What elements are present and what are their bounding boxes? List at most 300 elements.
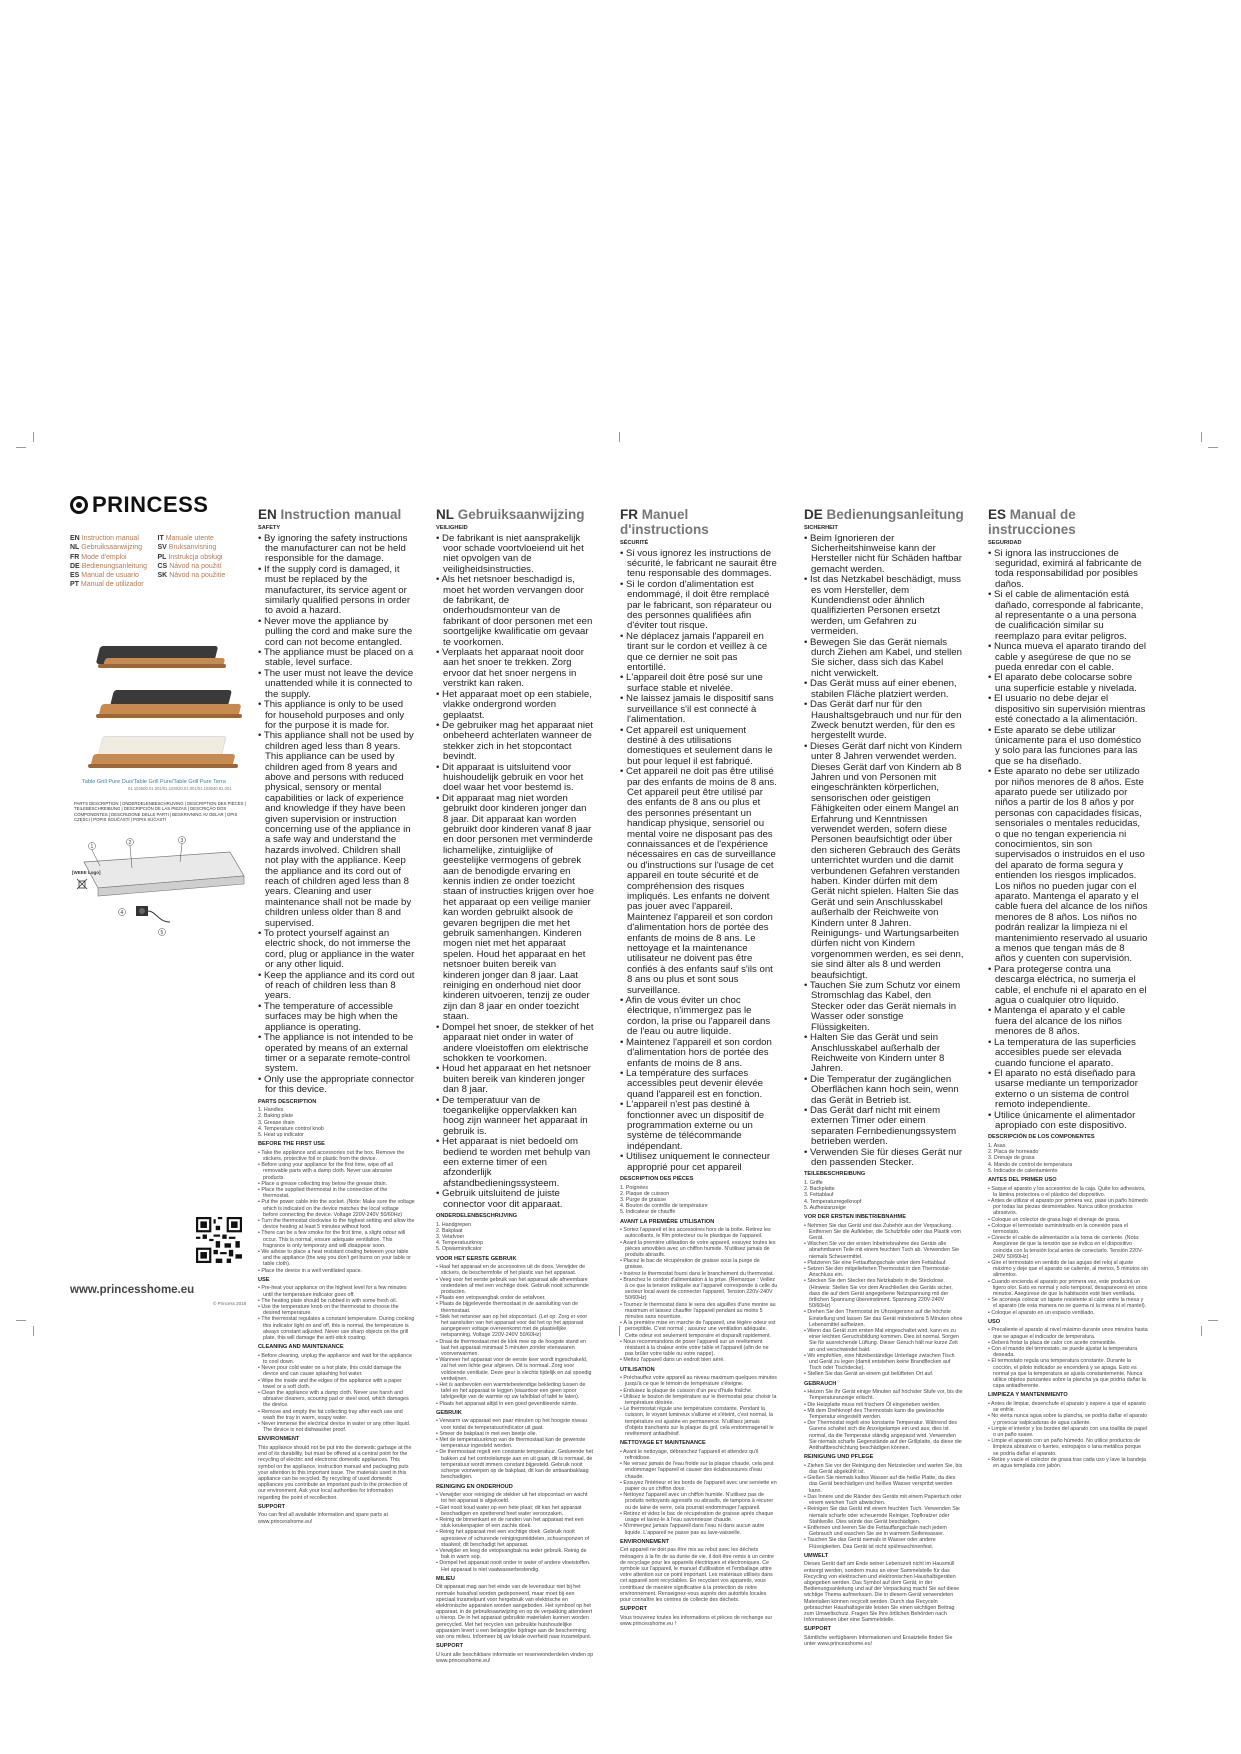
website-url[interactable]: www.princesshome.eu (70, 1284, 195, 1296)
list-item: • Nettoyez l'appareil avec un chiffon humide. N'utilisez pas de produits nettoyants agressifs ou abrasifs, de tampons à récurer ou de laine de verre, cela pourrait endommager l'appareil. (620, 1492, 778, 1511)
list-item: 4. Temperature control knob (258, 1125, 324, 1132)
language-item: ES Manual de usuario (70, 572, 139, 580)
list-item: • Verwenden Sie für dieses Gerät nur den passenden Stecker. (804, 1148, 964, 1169)
list-item: • Verwarm uw apparaat een paar minuten op het hoogste niveau voor totdat de temperatuurindicator uit gaat. (436, 1418, 594, 1430)
list-item: • N'immergez jamais l'appareil dans l'eau ni dans aucun autre liquide. L'appareil ne passe pas au lave-vaisselle. (620, 1523, 778, 1535)
list-item: • Heizen Sie Ihr Gerät einige Minuten auf höchster Stufe vor, bis die Temperaturanzeige erlischt. (804, 1389, 964, 1401)
list-item: • Antes de utilizar el aparato por primera vez, pase un paño húmedo por todas las piezas desmontables. Nunca utilice productos abrasivos. (988, 1198, 1148, 1217)
list-item: • Gire el termostato en sentido de las agujas del reloj al ajuste máximo y deje que el aparato se caliente, al menos, 5 minutos sin alimentos. (988, 1260, 1148, 1279)
safety-list (620, 549, 778, 1173)
crop-mark (1208, 1320, 1218, 1321)
list-item: • Si le cordon d'alimentation est endommagé, il doit être remplacé par le fabricant, son réparateur ou des personnes qualifiées afin d'éviter tout risque. (620, 580, 778, 632)
list-item: • Houd het apparaat en het netsnoer buiten bereik van kinderen jonger dan 8 jaar. (436, 1064, 594, 1095)
before-list (620, 1227, 778, 1363)
language-item: NL Gebruiksaanwijzing (70, 544, 142, 552)
use-list (436, 1418, 594, 1480)
heading-use: GEBRUIK (436, 1409, 462, 1416)
paragraph: Sämtliche verfügbaren Informationen und Ersatzteile finden Sie unter www.princesshome.eu! (804, 1634, 953, 1648)
list-item: • Wir empfehlen, eine hitzebeständige Unterlage zwischen Tisch und Gerät zu legen (damit entstehen keine Brandflecken auf Tisch oder Tischdecke). (804, 1353, 964, 1372)
cleaning-list (258, 1353, 415, 1434)
list-item: • Deberá frotar la placa de calor con aceite comestible. (988, 1340, 1148, 1346)
weee-logo-label: [WEEE Logo] (72, 870, 101, 875)
list-item: • Het apparaat moet op een stabiele, vlakke ondergrond worden geplaatst. (436, 690, 594, 721)
list-item: • Maintenez l'appareil et son cordon d'alimentation hors de portée des enfants de moins de 8 ans. (620, 1038, 778, 1069)
list-item: • Dompel het snoer, de stekker of het apparaat niet onder in water of andere vloeistoffen om elektrische schokken te voorkomen. (436, 1023, 594, 1065)
support-text (258, 1512, 415, 1524)
heading-use: USE (258, 1276, 270, 1283)
list-item: • Dit apparaat is uitsluitend voor huishoudelijk gebruik en voor het doel waar het voor bestemd is. (436, 763, 594, 794)
diagram-label: 5 (160, 930, 164, 936)
crop-mark (1201, 1326, 1202, 1336)
support-text (620, 1615, 778, 1627)
list-item: • Das Gerät darf nicht mit einem externen Timer oder einem separaten Fernbedienungssystem betrieben werden. (804, 1106, 964, 1148)
list-item: • Met de temperatuurknop van de thermostaat kan de gewenste temperatuur ingesteld worden. (436, 1437, 594, 1449)
cleaning-list (988, 1401, 1148, 1469)
language-item: PL Instrukcja obsługi (157, 553, 223, 561)
paragraph: U kunt alle beschikbare informatie en reserveonderdelen vinden op www.princesshome.eu! (436, 1651, 594, 1664)
list-item: • Dit apparaat mag niet worden gebruikt door kinderen jonger dan 8 jaar. Dit apparaat kan worden gebruikt door kinderen vanaf 8 jaar en door personen met verminderde lichamelijke, zintuiglijke of geestelijke vermogens of gebrek aan de benodigde ervaring en kennis indien ze onder toezicht staan of instructies krijgen over hoe het apparaat op een veilige manier kan worden gebruikt alsook de gevaren begrijpen die met het gebruik samenhangen. Kinderen mogen niet met het apparaat spelen. Houd het apparaat en het netsnoer buiten bereik van kinderen jonger dan 8 jaar. Laat reiniging en onderhoud niet door kinderen uitvoeren, tenzij ze ouder zijn dan 8 jaar en onder toezicht staan. (436, 794, 594, 1023)
list-item: • Halten Sie das Gerät und sein Anschlusskabel außerhalb der Reichweite von Kindern unter 8 Jahren. (804, 1033, 964, 1075)
list-item: • El aparato no está diseñado para usarse mediante un temporizador externo o un sistema de control remoto independiente. (988, 1069, 1148, 1111)
use-list (988, 1327, 1148, 1389)
heading-support: SUPPORT (436, 1643, 464, 1650)
list-item: • Este aparato no debe ser utilizado por niños menores de 8 años. Este aparato puede ser utilizado por niños a partir de los 8 años y por personas con capacidades físicas, sensoriales o mentales reducidas, o que no tengan experiencia ni conocimientos, sin son supervisados o instruidos en el uso del aparato de forma segura y entienden los riesgos implicados. Los niños no pueden jugar con el aparato. Mantenga el aparato y el cable fuera del alcance de los niños menores de 8 años. Los niños no podrán realizar la limpieza ni el mantenimiento reservado al usuario a menos que tengan más de 8 años y cuenten con supervisión. (988, 767, 1148, 965)
parts-list (436, 1222, 594, 1253)
paragraph: You can find all available information and spare parts at www.princesshome.eu! (258, 1512, 388, 1525)
list-item: • Nous recommandons de poser l'appareil sur un revêtement résistant à la chaleur entre votre table et l'appareil (afin de ne pas brûler votre table ou votre nappe). (620, 1339, 778, 1358)
list-item: • Este aparato se debe utilizar únicamente para el uso doméstico y solo para las funciones para las que se ha diseñado. (988, 726, 1148, 768)
list-item: • Precaliente el aparato al nivel máximo durante unos minutos hasta que se apague el indicador de temperatura. (988, 1327, 1148, 1339)
list-item: • Giet nooit koud water op een hete plaat; dit kan het apparaat beschadigen en spetterend heet water veroorzaken. (436, 1505, 594, 1517)
list-item: • This appliance is only to be used for household purposes and only for the purpose it is made for. (258, 700, 415, 731)
list-item: • Wenn das Gerät zum ersten Mal eingeschaltet wird, kann es zu einer leichten Geruchsbildung kommen. Dies ist normal. Sorgen Sie für ausreichende Lüftung. Dieser Geruch hält nur kurze Zeit an und verschwindet bald. (804, 1328, 964, 1353)
list-item: 5. Aufheizanzeige (804, 1204, 846, 1211)
list-item: • Before using your appliance for the first time, wipe off all removable parts with a damp cloth. Never use abrasive products. (258, 1162, 415, 1181)
crop-mark (16, 447, 26, 448)
princess-logo-icon (70, 496, 88, 514)
list-item: • Limpie el aparato con un paño húmedo. No utilice productos de limpieza abrasivos o fuertes, estropajos o lana metálica porque se podría dañar el aparato. (988, 1438, 1148, 1457)
paragraph: Dit apparaat mag aan het einde van de levensduur niet bij het normale huisafval worden gedeponeerd, maar moet bij een speciaal inzamelpunt voor hergebruik van elektrische en elektronische apparaten worden aangeboden. Het symbool op het apparaat, in de gebruiksaanwijzing en op de verpakking attendeert u hierop. De in het apparaat gebruikte materialen kunnen worden gerecycled. Met het recyclen van gebruikte huishoudelijke apparaten levert u een belangrijke bijdrage aan de bescherming van ons milieu. Informeer bij uw lokale overheid naar inzamelpunt. (436, 1584, 593, 1640)
list-item: 4. Bouton de contrôle de température (620, 1203, 708, 1210)
list-item: • Tournez le thermostat dans le sens des aiguilles d'une montre au maximum et laissez chauffer l'appareil pendant au moins 5 minutes sans nourriture. (620, 1302, 778, 1321)
section-es (988, 505, 1148, 1470)
section-title: EN Instruction manual (258, 507, 402, 522)
heading-before-first-use: VOR DER ERSTEN INBETRIEBNAHME (804, 1213, 906, 1220)
list-item: 4. Temperaturregelknopf (804, 1198, 862, 1205)
list-item: • Verwijder en leeg de vetopvangbak na ieder gebruik. Reinig de bak in warm sop. (436, 1548, 594, 1560)
list-item: 1. Poignées (620, 1184, 648, 1191)
list-item: • Take the appliance and accessories out the box. Remove the stickers, protective foil or plastic from the device. (258, 1150, 415, 1162)
section-title: DE Bedienungsanleitung (804, 507, 964, 522)
list-item: • El usuario no debe dejar el dispositivo sin supervisión mientras esté conectado a la alimentación. (988, 694, 1148, 725)
list-item: 2. Plaque de cuisson (620, 1190, 670, 1197)
language-item: SV Bruksanvisning (157, 544, 217, 552)
list-item: • Coloque el termostato suministrado en la conexión para el termostato. (988, 1223, 1148, 1235)
list-item: 3. Vetafvoer (436, 1234, 465, 1240)
crop-mark (16, 1320, 26, 1321)
list-item: • Das Gerät muss auf einer ebenen, stabilen Fläche platziert werden. (804, 679, 964, 700)
crop-mark (33, 432, 34, 442)
list-item: • The appliance must be placed on a stable, level surface. (258, 648, 415, 669)
list-item: • La temperatura de las superficies accesibles puede ser elevada cuando funcione el aparato. (988, 1038, 1148, 1069)
list-item: • Ist das Netzkabel beschädigt, muss es vom Hersteller, dem Kundendienst oder ähnlich qualifizierten Personen ersetzt werden, um Gefahren zu vermeiden. (804, 575, 964, 637)
list-item: • Essuyez l'intérieur et les bords de l'appareil avec une serviette en papier ou un chiffon doux. (620, 1480, 778, 1492)
list-item: • Clean the appliance with a damp cloth. Never use harsh and abrasive cleaners, scouring pad or steel wool, which damages the device. (258, 1390, 415, 1409)
list-item: • Cet appareil ne doit pas être utilisé par des enfants de moins de 8 ans. Cet appareil peut être utilisé par des enfants de 8 ans ou plus et des personnes présentant un handicap physique, sensoriel ou mental voire ne disposant pas des connaissances et de l'expérience nécessaires en cas de surveillance ou d'instructions sur l'usage de cet appareil en toute sécurité et de compréhension des risques impliqués. Les enfants ne doivent pas jouer avec l'appareil. Maintenez l'appareil et son cordon d'alimentation hors de portée des enfants de moins de 8 ans. Le nettoyage et la maintenance utilisateur ne doivent pas être confiés à des enfants sauf s'ils ont 8 ans ou plus et sont sous surveillance. (620, 767, 778, 996)
product-title: Table Grill Pure Duo/Table Grill Pure/Table Grill Pure Terra (82, 779, 226, 785)
section-title: NL Gebruiksaanwijzing (436, 507, 585, 522)
list-item: • Place the supplied thermostat in the connection of the thermostat. (258, 1187, 415, 1199)
list-item: • Plaats het apparaat altijd in een goed geventileerde ruimte. (436, 1401, 594, 1407)
list-item: • Se aconseja colocar un tapete resistente al calor entre la mesa y el aparato (de esta manera no se quema ni la mesa ni el mantel). (988, 1297, 1148, 1309)
safety-list (988, 549, 1148, 1132)
heading-use: UTILISATION (620, 1366, 655, 1373)
diagram-label: 3 (180, 838, 184, 844)
heading-cleaning: CLEANING AND MAINTENANCE (258, 1344, 344, 1351)
list-item: • Never move the appliance by pulling the cord and make sure the cord can not become entangled. (258, 617, 415, 648)
list-item: 3. Grease drain (258, 1119, 295, 1126)
heading-before-first-use: BEFORE THE FIRST USE (258, 1141, 325, 1148)
list-item: • Die Heizplatte muss mit frischem Öl eingerieben werden. (804, 1402, 964, 1408)
list-item: • Das Innere und die Ränder des Geräts mit einem Papiertuch oder einem weichen Tuch abwischen. (804, 1494, 964, 1506)
list-item: • Avant le nettoyage, débranchez l'appareil et attendez qu'il refroidisse. (620, 1449, 778, 1461)
list-item: • Het apparaat is niet bedoeld om bediend te worden met behulp van een externe timer of een afzonderlijk afstandbedieningssysteem. (436, 1137, 594, 1189)
list-item: • Coloque el aparato en un espacio ventilado. (988, 1310, 1148, 1316)
list-item: • Stek het netsnoer aan op het stopcontact. (Let op: Zorg er voor het aansluiten van het apparaat voor dat het op het apparaat aangegeven voltage overeenkomt met de plaatselijke netspanning. Voltage 220V-240V 50/60Hz) (436, 1314, 594, 1339)
heading-safety: SICHERHEIT (804, 525, 838, 531)
parts-diagram (70, 832, 245, 942)
list-item: • Use the temperature knob on the thermostat to choose the desired temperature. (258, 1304, 415, 1316)
heading-safety: SEGURIDAD (988, 540, 1022, 546)
product-codes: 01.102500.01.001/01.103020.01.001/01.103040.01.001 (128, 786, 232, 791)
list-item: 3. Drenaje de grasa (988, 1155, 1035, 1162)
heading-support: SUPPORT (258, 1503, 286, 1510)
language-row (70, 534, 245, 543)
list-item: • Draai de thermostaat met de klok mee op de hoogste stand en laat het apparaat minimaal 5 minuten zonder etenswaren voorverwarmen. (436, 1339, 594, 1358)
list-item: • Mantenga el aparato y el cable fuera del alcance de los niños menores de 8 años. (988, 1006, 1148, 1037)
list-item: • Setzen Sie den mitgelieferten Thermostat in den Thermostat-Anschluss ein. (804, 1266, 964, 1278)
list-item: • The temperature of accessible surfaces may be high when the appliance is operating. (258, 1002, 415, 1033)
list-item: • Wischen Sie vor der ersten Inbetriebnahme des Geräts alle abnehmbaren Teile mit einem feuchten Tuch ab. Verwenden Sie niemals Scheuermittel. (804, 1241, 964, 1260)
list-item: • Plaats de bijgeleverde thermostaat in de aansluiting van de thermostaat. (436, 1301, 594, 1313)
list-item: 5. Opwarmindicator (436, 1246, 482, 1253)
crop-mark (33, 1326, 34, 1336)
before-list (436, 1264, 594, 1407)
list-item: • Only use the appropriate connector for this device. (258, 1075, 415, 1096)
list-item: • Verwijder voor reiniging de stekker uit het stopcontact en wacht tot het apparaat is afgekoeld. (436, 1492, 594, 1504)
heading-before-first-use: AVANT LA PREMIÈRE UTILISATION (620, 1218, 715, 1225)
list-item: • Nehmen Sie das Gerät und das Zubehör aus der Verpackung. Entfernen Sie die Aufkleber, die Schutzfolie oder das Plastik vom Gerät. (804, 1223, 964, 1242)
heading-environment: MILIEU (436, 1575, 455, 1582)
qr-code-icon (196, 1217, 242, 1263)
list-item: • Avant la première utilisation de votre appareil, essuyez toutes les pièces amovibles avec un chiffon humide. N'utilisez jamais de produits abrasifs. (620, 1240, 778, 1259)
list-item: • Con el mando del termostato, se puede ajustar la temperatura deseada. (988, 1346, 1148, 1358)
paragraph: Vous trouverez toutes les informations et pièces de rechange sur www.princesshome.eu ! (620, 1614, 773, 1627)
list-item: • Reinig de binnenkant en de randen van het apparaat met een stuk keukenpapier of een zachte doek. (436, 1517, 594, 1529)
environment-text (436, 1584, 594, 1640)
list-item: • Reinigen Sie das Gerät mit einem feuchten Tuch. Verwenden Sie niemals scharfe oder scheuernde Reiniger, Topfkratzer oder Stahlwolle. Dies würde das Gerät beschädigen. (804, 1506, 964, 1525)
list-item: • Het is aanbevolen een warmtebestendige bekleding tussen de tafel en het apparaat te leggen (waardoor een geen spoor tafelgeeltje van de warmte op uw tafelblad of tafel te laten). (436, 1382, 594, 1401)
list-item: • Als het netsnoer beschadigd is, moet het worden vervangen door de fabrikant, de onderhoudsmonteur van de fabrikant of door personen met een soortgelijke kwalificatie om gevaar te voorkomen. (436, 575, 594, 648)
list-item: 2. Bakplaat (436, 1227, 463, 1234)
list-item: • Utilisez le bouton de température sur le thermostat pour choisir la température désirée. (620, 1394, 778, 1406)
language-row (70, 553, 245, 562)
list-item: • There can be a few smoke for the first time, a slight odour will occur. This is normal, ensure adequate ventilation. This fragrance is only temporary and will disappear soon. (258, 1230, 415, 1249)
safety-list (436, 534, 594, 1210)
cleaning-list (436, 1492, 594, 1573)
language-row (70, 562, 245, 571)
list-item: • Enduisez la plaque de cuisson d'un peu d'huile fraîche. (620, 1388, 778, 1394)
language-item: FR Mode d'emploi (70, 553, 127, 561)
crop-mark (1201, 432, 1202, 442)
list-item: • Para protegerse contra una descarga eléctrica, no sumerja el cable, el enchufe ni el aparato en el agua o cualquier otro líquido. (988, 965, 1148, 1007)
heading-environment: ENVIRONMENT (258, 1436, 300, 1443)
list-item: • Ne déplacez jamais l'appareil en tirant sur le cordon et veillez à ce que ce dernier ne soit pas entortillé. (620, 632, 778, 674)
heading-parts: DESCRIPCIÓN DE LOS COMPONENTES (988, 1134, 1095, 1141)
list-item: • The appliance is not intended to be operated by means of an external timer or a separate remote-control system. (258, 1033, 415, 1075)
list-item: • Veeg voor het eerste gebruik van het apparaat alle afneembare onderdelen af met een vochtige doek. Gebruik nooit schurende producten. (436, 1277, 594, 1296)
list-item: • Cet appareil est uniquement destiné à des utilisations domestiques et seulement dans le but pour lequel il est fabriqué. (620, 726, 778, 768)
paragraph: Cet appareil ne doit pas être mis au rebut avec les déchets ménagers à la fin de sa durée de vie, il doit être remis à un centre de recyclage pour les appareils électriques et électroniques. Ce symbole sur l'appareil, le manuel d'utilisation et l'emballage attire votre attention sur ce point important. Les matériaux utilisés dans cet appareil sont recyclables. En recyclant vos appareils, vous contribuez de manière significative à la protection de notre environnement. Renseignez-vous auprès des autorités locales pour connaître les centres de collecte des déchets. (620, 1547, 774, 1603)
list-item: • Conecte el cable de alimentación a la toma de corriente. (Nota: Asegúrese de que la tensión que se indica en el dispositivo coincida con la tensión local antes de conectarlo. Tensión 220V-240V 50/60Hz) (988, 1235, 1148, 1260)
list-item: • Dompel het apparaat nooit onder in water of andere vloeistoffen. Het apparaat is niet vaatwasserbestendig. (436, 1560, 594, 1572)
list-item: • Beim Ignorieren der Sicherheitshinweise kann der Hersteller nicht für Schäden haftbar gemacht werden. (804, 534, 964, 576)
crop-mark (1208, 447, 1218, 448)
list-item: • De temperatuur van de toegankelijke oppervlakken kan hoog zijn wanneer het apparaat in gebruik is. (436, 1096, 594, 1138)
list-item: 2. Placa de horneado (988, 1149, 1039, 1156)
list-item: • No vierta nunca agua sobre la plancha, se podría dañar el aparato y provocar salpicaduras de agua caliente. (988, 1413, 1148, 1425)
parts-description-title: PARTS DESCRIPTION | ONDERDELENBESCHRIJVING | DESCRIPTION DES PIÈCES | TEILEBESCHREIBUNG | DESCRIPCIÓN DE LAS PIEZAS | DESCRIÇÃO DOS COMPONENTES | DESCRIZIONE DELLE PARTI | BESKRIVNING AV DELAR | OPIS CZĘŚCI | POPIS SOUČÁSTÍ | POPIS SÚČASTÍ (74, 801, 246, 822)
list-item: • El aparato debe colocarse sobre una superficie estable y nivelada. (988, 673, 1148, 694)
safety-list (258, 534, 415, 1096)
list-item: • We advise to place a heat resistant coating between your table and the appliance (the way you don't get burns on your table or table cloth). (258, 1249, 415, 1268)
environment-text (258, 1445, 415, 1501)
support-text (436, 1652, 594, 1664)
list-item: • Remove and empty the fat collecting tray after each use and wash the tray in warm, soapy water. (258, 1409, 415, 1421)
list-item: 4. Temperatuurknop (436, 1240, 484, 1247)
before-list (258, 1150, 415, 1274)
section-en (258, 505, 415, 1525)
heading-parts: PARTS DESCRIPTION (258, 1098, 317, 1105)
list-item: 5. Indicador de calentamiento (988, 1167, 1058, 1174)
section-fr (620, 505, 778, 1627)
list-item: • Bewegen Sie das Gerät niemals durch Ziehen am Kabel, und stellen Sie sicher, dass sich das Kabel nicht verwickelt. (804, 638, 964, 680)
section-de (804, 505, 964, 1648)
list-item: • Placez le bac de récupération de graisse sous la purge de graisse. (620, 1258, 778, 1270)
list-item: • If the supply cord is damaged, it must be replaced by the manufacturer, its service agent or similarly qualified persons in order to avoid a hazard. (258, 565, 415, 617)
list-item: • L'appareil n'est pas destiné à fonctionner avec un dispositif de programmation externe ou un système de télécommande indépendant. (620, 1100, 778, 1152)
section-nl (436, 505, 594, 1664)
list-item: 1. Asas (988, 1142, 1006, 1149)
list-item: • Stecken Sie den Stecker des Netzkabels in die Steckdose. (Hinweis: Stellen Sie vor dem Anschließen des Geräts sicher, dass die auf dem Gerät angegebene Netzspannung mit der örtlichen Spannung übereinstimmt. Spannung 220V-240V 50/60Hz) (804, 1278, 964, 1309)
list-item: • Gießen Sie niemals kaltes Wasser auf die heiße Platte, da dies das Gerät beschädigen und heißes Wasser verspritzt werden kann. (804, 1475, 964, 1494)
heading-before-first-use: VOOR HET EERSTE GEBRUIK (436, 1255, 517, 1262)
list-item: • Limpie el interior y los bordes del aparato con una toallita de papel o un paño suave. (988, 1426, 1148, 1438)
language-item: DE Bedienungsanleitung (70, 562, 148, 570)
list-item: • Never immerse the electrical device in water or any other liquid. The device is not dishwasher proof. (258, 1421, 415, 1433)
cleaning-list (620, 1449, 778, 1536)
language-item: EN Instruction manual (70, 535, 139, 542)
list-item: • Never pour cold water on a hot plate, this could damage the device and can cause splashing hot water. (258, 1365, 415, 1377)
list-item: • Retire y vacíe el colector de grasa tras cada uso y lave la bandeja en agua templada con jabón. (988, 1457, 1148, 1469)
support-text (804, 1635, 964, 1647)
parts-list (258, 1107, 415, 1138)
list-item: • La température des surfaces accessibles peut devenir élevée quand l'appareil est en fonction. (620, 1069, 778, 1100)
fold-mark (619, 432, 620, 442)
use-list (804, 1389, 964, 1451)
before-list (804, 1223, 964, 1378)
heading-safety: VEILIGHEID (436, 525, 468, 531)
list-item: • Branchez le cordon d'alimentation à la prise. (Remarque : Veillez à ce que la tension indiquée sur l'appareil corresponde à celle du secteur local avant de connecter l'appareil. Tension 220V-240V 50/60Hz) (620, 1277, 778, 1302)
list-item: • Wipe the inside and the edges of the appliance with a paper towel or a soft cloth. (258, 1378, 415, 1390)
list-item: • Put the power cable into the socket. (Note: Make sure the voltage which is indicated on the device matches the local voltage before connecting the device. Voltage 220V-240V 50/60Hz) (258, 1199, 415, 1218)
heading-safety: SÉCURITÉ (620, 540, 649, 546)
brand-name: PRINCESS (92, 492, 209, 517)
section-title: FR Manuel d'instructions (620, 507, 709, 537)
safety-list (804, 534, 964, 1169)
list-item: • Utilisez uniquement le connecteur approprié pour cet appareil (620, 1152, 778, 1173)
heading-cleaning: LIMPIEZA Y MANTENIMIENTO (988, 1392, 1068, 1399)
heading-cleaning: NETTOYAGE ET MAINTENANCE (620, 1440, 706, 1447)
list-item: • Place the device in a well ventilated space. (258, 1268, 415, 1274)
list-item: • By ignoring the safety instructions the manufacturer can not be held responsible for the damage. (258, 534, 415, 565)
list-item: • Verplaats het apparaat nooit door aan het snoer te trekken. Zorg ervoor dat het snoer nergens in verstrikt kan raken. (436, 648, 594, 690)
list-item: • Turn the thermostat clockwise to the highest setting and allow the device heating at least 5 minutes without food. (258, 1218, 415, 1230)
language-item: CS Návod na použití (157, 562, 222, 570)
diagram-label: 4 (120, 910, 124, 916)
list-item: • Haal het apparaat en de accessoires uit de doos. Verwijder de stickers, de beschermfolie of het plastic van het apparaat. (436, 1264, 594, 1276)
list-item: • Tauchen Sie zum Schutz vor einem Stromschlag das Kabel, den Stecker oder das Gerät niemals in Wasser oder sonstige Flüssigkeiten. (804, 981, 964, 1033)
list-item: • Coloque un colector de grasa bajo el drenaje de grasa. (988, 1217, 1148, 1223)
list-item: • Le thermostat régule une température constante. Pendant la cuisson, le voyant lumineux s'allume et s'éteint, c'est normal, la température est ajustée en permanence. N'utilisez jamais d'objets tranchants sur la plaque du gril, cela endommagerait le revêtement antiadhésif. (620, 1406, 778, 1437)
use-list (258, 1285, 415, 1341)
language-row (70, 571, 245, 580)
list-item: 1. Handgrepen (436, 1221, 472, 1228)
parts-list (804, 1180, 964, 1211)
heading-support: SUPPORT (804, 1626, 832, 1633)
parts-list (988, 1143, 1148, 1174)
brand-logo (70, 492, 245, 518)
list-item: • Drehen Sie den Thermostat im Uhrzeigersinn auf die höchste Einstellung und lassen Sie das Gerät mindestens 5 Minuten ohne Lebensmittel aufheizen. (804, 1309, 964, 1328)
cover-panel (70, 492, 245, 944)
language-row (70, 543, 245, 552)
list-item: • De thermostaat regelt een constante temperatuur. Gedurende het bakken zal het controlelampje aan en uit gaan, dit is normaal, de temperatuur wordt immers constant bijgesteld. Gebruik nooit scherpe voorwerpen op de bakplaat, dit kan de antiaanbaklaag beschadigen. (436, 1449, 594, 1480)
list-item: • Utilice únicamente el alimentador apropiado con este dispositivo. (988, 1111, 1148, 1132)
diagram-label: 1 (90, 844, 94, 850)
list-item: • This appliance shall not be used by children aged less than 8 years. This appliance can be used by children aged from 8 years and above and persons with reduced physical, sensory or mental capabilities or lack of experience and knowledge if they have been given supervision or instruction concerning use of the appliance in a safe way and understand the hazards involved. Children shall not play with the appliance. Keep the appliance and its cord out of reach of children aged less than 8 years. Cleaning and user maintenance shall not be made by children unless older than 8 and supervised. (258, 731, 415, 929)
list-item: 4. Mando de control de temperatura (988, 1161, 1073, 1168)
list-item: • Wanneer het apparaat voor de eerste keer wordt ingeschakeld, zal het een lichte geur afgeven. Dit is normaal. Zorg voor voldoende ventilatie. Deze geur is slechts tijdelijk en zal spoedig verdwijnen. (436, 1357, 594, 1382)
list-item: • Plaats een vetopvangbak onder de vetafvoer. (436, 1295, 594, 1301)
list-item: • De gebruiker mag het apparaat niet onbeheerd achterlaten wanneer de stekker zich in het stopcontact bevindt. (436, 721, 594, 763)
heading-support: SUPPORT (620, 1606, 648, 1613)
list-item: • Platzieren Sie eine Fettauffangschale unter dem Fettablauf. (804, 1260, 964, 1266)
list-item: 5. Heat up indicator (258, 1131, 304, 1138)
paragraph: Dieses Gerät darf am Ende seiner Lebenszeit nicht im Hausmüll entsorgt werden, sondern muss an einer Sammelstelle für das Recycling von elektrischen und elektronischen Haushaltsgeräten abgegeben werden. Das Symbol auf dem Gerät, in der Bedienungsanleitung und auf der Verpackung macht Sie auf diese wichtige Thema aufmerksam. Die in diesem Gerät verwendeten Materialien können recycelt werden. Durch das Recyceln gebrauchter Haushaltsgeräte leisten Sie einen wichtigen Beitrag zum Umweltschutz. Fragen Sie Ihre örtlichen Behörden nach Informationen über eine Sammelstelle. (804, 1561, 960, 1624)
list-item: • Das Gerät darf nur für den Haushaltsgebrauch und nur für den Zweck benutzt werden, für den es hergestellt wurde. (804, 700, 964, 742)
language-list (70, 534, 245, 590)
list-item: • Pre-heat your appliance on the highest level for a few minutes until the temperature indicator goes off. (258, 1285, 415, 1297)
list-item: • Keep the appliance and its cord out of reach of children less than 8 years. (258, 971, 415, 1002)
list-item: • Mit dem Drehknopf des Thermostats kann die gewünschte Temperatur eingestellt werden. (804, 1408, 964, 1420)
heading-use: GEBRAUCH (804, 1380, 837, 1387)
language-item: PT Manual de utilizador (70, 581, 144, 589)
list-item: 1. Griffe (804, 1179, 823, 1186)
weee-bin-icon (76, 878, 88, 890)
cleaning-list (804, 1463, 964, 1550)
list-item: • Insérez le thermostat fourni dans le branchement du thermostat. (620, 1271, 778, 1277)
list-item: • Antes de limpiar, desenchufe el aparato y espere a que el aparato se enfríe. (988, 1401, 1148, 1413)
language-item: SK Návod na použitie (157, 572, 226, 580)
list-item: • The thermostat regulates a constant temperature. During cooking this indicator light on and off, this is normal, the temperature is always constant adjusted. Never use sharp objects on the grill plate, this will damage the anti-stick coating. (258, 1316, 415, 1341)
list-item: • The user must not leave the device unattended while it is connected to the supply. (258, 669, 415, 700)
before-list (988, 1186, 1148, 1316)
list-item: • L'appareil doit être posé sur une surface stable et nivelée. (620, 673, 778, 694)
list-item: • Entfernen und leeren Sie die Fettauffangschale nach jedem Gebrauch und waschen Sie sie in warmem Seifenwasser. (804, 1525, 964, 1537)
list-item: • Si el cable de alimentación está dañado, corresponde al fabricante, al representante o a una persona de cualificación similar su reemplazo para evitar peligros. (988, 590, 1148, 642)
list-item: 1. Handles (258, 1107, 284, 1114)
list-item: • Gebruik uitsluitend de juiste connector voor dit apparaat. (436, 1189, 594, 1210)
heading-cleaning: REINIGING EN ONDERHOUD (436, 1483, 513, 1490)
list-item: • Reinig het apparaat met een vochtige doek. Gebruik nooit agressieve of schurende reinigingsmiddelen, schuursponzen of staalwol; dit beschadigt het apparaat. (436, 1529, 594, 1548)
list-item: • Retirez et videz le bac de récupération de graisse après chaque usage et lavez-le à l'eau savonneuse chaude. (620, 1511, 778, 1523)
heading-environment: UMWELT (804, 1552, 829, 1559)
paragraph: This appliance should not be put into the domestic garbage at the end of its durability, but must be offered at a central point for the recycling of electric and electronic domestic appliances. This symbol on the appliance, instruction manual and packaging puts your attention to this important issue. The materials used in this appliance can be recycled. By recycling of used domestic appliances you contribute an important push to the protection of our environment. Ask your local authorities for information regarding the point of recollection. (258, 1445, 412, 1501)
list-item: • The heating plate should be rubbed in with some fresh oil. (258, 1298, 415, 1304)
list-item: • Ziehen Sie vor der Reinigung den Netzstecker und warten Sie, bis das Gerät abgekühlt ist. (804, 1463, 964, 1475)
list-item: • Smeer de bakplaat in met een beetje olie. (436, 1431, 594, 1437)
list-item: • Ne laissez jamais le dispositif sans surveillance s'il est connecté à l'alimentation. (620, 694, 778, 725)
list-item: • Tauchen Sie das Gerät niemals in Wasser oder andere Flüssigkeiten. Das Gerät ist nicht spülmaschinenfest. (804, 1537, 964, 1549)
copyright: © Princess 2018 (213, 1301, 247, 1306)
environment-text (804, 1561, 964, 1623)
list-item: 2. Backplatte (804, 1186, 835, 1193)
heading-use: USO (988, 1318, 1001, 1325)
list-item: • El termostato regula una temperatura constante. Durante la cocción, el piloto indicador se encenderá y se apaga. Esto es normal ya que la temperatura se ajusta constantemente. Nunca utilice objetos punzantes sobre la plancha ya que podría dañar la capa antiadherente. (988, 1358, 1148, 1389)
list-item: • Stellen Sie das Gerät an einem gut belüfteten Ort auf. (804, 1371, 964, 1377)
use-list (620, 1375, 778, 1437)
list-item: • De fabrikant is niet aansprakelijk voor schade voortvloeiend uit het niet opvolgen van de veiligheidsinstructies. (436, 534, 594, 576)
list-item: • Place a grease collecting tray below the grease drain. (258, 1181, 415, 1187)
heading-environment: ENVIRONNEMENT (620, 1538, 670, 1545)
diagram-thermostat (136, 906, 170, 922)
language-row (70, 580, 245, 589)
list-item: 3. Purge de graisse (620, 1196, 666, 1203)
heading-safety: SAFETY (258, 525, 281, 531)
section-title: ES Manual de instrucciones (988, 507, 1076, 537)
parts-list (620, 1185, 778, 1216)
list-item: • To protect yourself against an electric shock, do not immerse the cord, plug or appliance in the water or any other liquid. (258, 929, 415, 971)
list-item: • Ne versez jamais de l'eau froide sur la plaque chaude, cela peut endommager l'appareil et causer des éclaboussures d'eau chaude. (620, 1461, 778, 1480)
heading-parts: TEILEBESCHREIBUNG (804, 1171, 866, 1178)
heading-before-first-use: ANTES DEL PRIMER USO (988, 1176, 1057, 1183)
list-item: • Before cleaning, unplug the appliance and wait for the appliance to cool down. (258, 1353, 415, 1365)
list-item: • Afin de vous éviter un choc électrique, n'immergez pas le cordon, la prise ou l'appareil dans de l'eau ou autre liquide. (620, 996, 778, 1038)
list-item: • Préchauffez votre appareil au niveau maximum quelques minutes jusqu'à ce que le témoin de température s'éteigne. (620, 1375, 778, 1387)
heading-cleaning: REINIGUNG UND PFLEGE (804, 1454, 874, 1461)
list-item: 2. Baking plate (258, 1113, 294, 1120)
list-item: • À la première mise en marche de l'appareil, une légère odeur est perceptible. C'est normal ; assurez une ventilation adéquate. Cette odeur est seulement temporaire et disparaît rapidement. (620, 1320, 778, 1339)
list-item: 5. Indicateur de chauffe (620, 1209, 676, 1216)
list-item: • Si vous ignorez les instructions de sécurité, le fabricant ne saurait être tenu responsable des dommages. (620, 549, 778, 580)
list-item: • Si ignora las instrucciones de seguridad, eximirá al fabricante de toda responsabilidad por posibles daños. (988, 549, 1148, 591)
list-item: • Dieses Gerät darf nicht von Kindern unter 8 Jahren verwendet werden. Dieses Gerät darf von Kindern ab 8 Jahren und von Personen mit eingeschränkten körperlichen, sensorischen oder geistigen Fähigkeiten oder einem Mangel an Erfahrung und Kenntnissen verwendet werden, sofern diese Personen beaufsichtigt oder über den sicheren Gebrauch des Geräts unterrichtet wurden und die damit verbundenen Gefahren verstanden haben. Kinder dürfen mit dem Gerät nicht spielen. Halten Sie das Gerät und sein Anschlusskabel außerhalb der Reichweite von Kindern unter 8 Jahren. Reinigungs- und Wartungsarbeiten dürfen nicht von Kindern vorgenommen werden, es sei denn, sie sind älter als 8 und werden beaufsichtigt. (804, 742, 964, 981)
list-item: • Mettez l'appareil dans un endroit bien aéré. (620, 1357, 778, 1363)
list-item: 3. Fettablauf (804, 1192, 834, 1199)
list-item: • Saque el aparato y los accesorios de la caja. Quite los adhesivos, la lámina protectora o el plástico del dispositivo. (988, 1186, 1148, 1198)
diagram-label: 2 (128, 840, 132, 846)
language-item: IT Manuale utente (157, 535, 214, 542)
